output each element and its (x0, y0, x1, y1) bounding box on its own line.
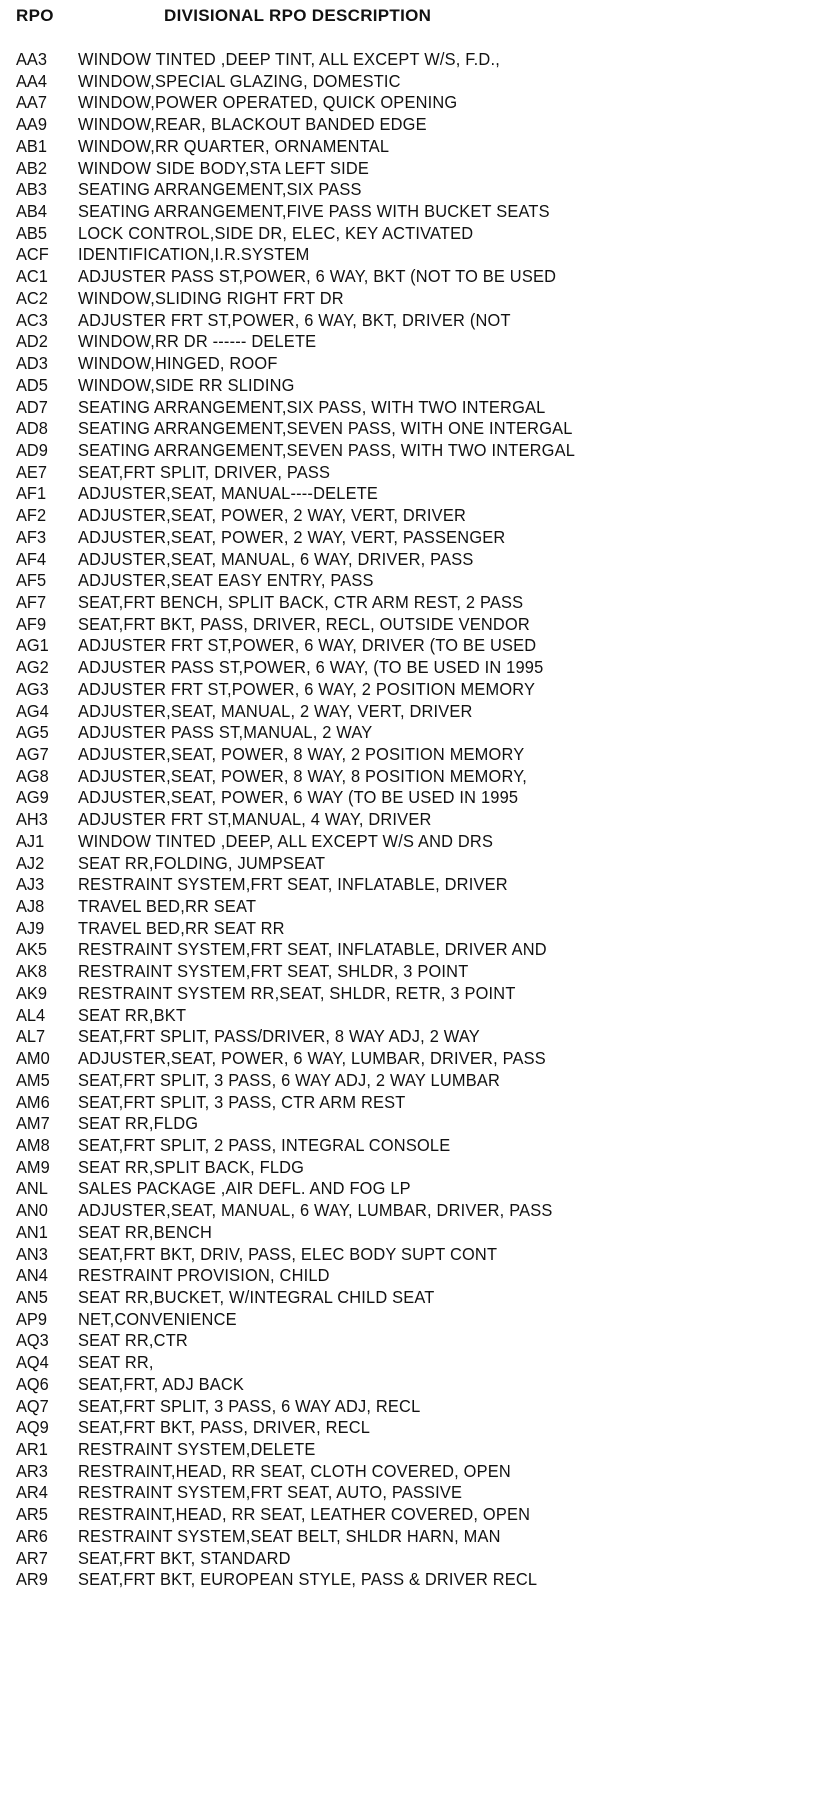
rpo-description: WINDOW SIDE BODY,STA LEFT SIDE (78, 159, 370, 179)
rpo-description: ADJUSTER FRT ST,POWER, 6 WAY, BKT, DRIVER (NOT (78, 311, 511, 331)
rpo-list (16, 50, 806, 1592)
rpo-row (16, 1396, 806, 1419)
rpo-code: AL7 (16, 1027, 46, 1047)
rpo-code: AD2 (16, 332, 48, 352)
rpo-description: WINDOW,HINGED, ROOF (78, 354, 278, 374)
rpo-code: AK8 (16, 962, 47, 982)
rpo-code: AM5 (16, 1071, 50, 1091)
rpo-code: AB2 (16, 159, 47, 179)
rpo-description: RESTRAINT SYSTEM,FRT SEAT, INFLATABLE, DRIVER AND (78, 940, 547, 960)
rpo-description: WINDOW,SIDE RR SLIDING (78, 376, 295, 396)
rpo-row (16, 93, 806, 116)
rpo-code: AQ7 (16, 1397, 49, 1416)
rpo-row (16, 1309, 806, 1332)
rpo-description: RESTRAINT SYSTEM,SEAT BELT, SHLDR HARN, MAN (78, 1527, 501, 1547)
rpo-code: AB3 (16, 180, 47, 200)
rpo-code: AF5 (16, 571, 47, 591)
rpo-description: SALES PACKAGE ,AIR DEFL. AND FOG LP (78, 1179, 411, 1199)
rpo-description: SEAT,FRT BKT, STANDARD (78, 1549, 291, 1569)
rpo-row (16, 788, 806, 811)
rpo-row (16, 375, 806, 398)
rpo-row (16, 1070, 806, 1093)
rpo-description: SEAT,FRT BKT, EUROPEAN STYLE, PASS & DRIVER RECL (78, 1570, 538, 1590)
rpo-description: SEAT,FRT SPLIT, 3 PASS, CTR ARM REST (78, 1093, 406, 1112)
rpo-description: ADJUSTER,SEAT, POWER, 6 WAY, LUMBAR, DRIVER, PASS (78, 1049, 546, 1069)
rpo-description: SEAT RR,FOLDING, JUMPSEAT (78, 854, 326, 874)
rpo-code: AR4 (16, 1483, 48, 1503)
rpo-row (16, 484, 806, 507)
rpo-description: WINDOW TINTED ,DEEP, ALL EXCEPT W/S AND DRS (78, 832, 494, 852)
rpo-row (16, 962, 806, 985)
rpo-row (16, 245, 806, 268)
rpo-code: AE7 (16, 463, 47, 483)
rpo-description: RESTRAINT PROVISION, CHILD (78, 1266, 330, 1286)
rpo-code: AQ3 (16, 1331, 49, 1351)
rpo-description: SEAT,FRT SPLIT, DRIVER, PASS (78, 463, 331, 483)
rpo-row (16, 180, 806, 203)
rpo-description: SEATING ARRANGEMENT,SEVEN PASS, WITH ONE INTERGAL (78, 419, 573, 439)
rpo-description: WINDOW,RR QUARTER, ORNAMENTAL (78, 137, 390, 157)
rpo-code: AD9 (16, 441, 48, 461)
rpo-code: ACF (16, 245, 49, 265)
rpo-description: WINDOW TINTED ,DEEP TINT, ALL EXCEPT W/S, F.D., (78, 50, 500, 70)
rpo-row (16, 940, 806, 963)
rpo-code: AR1 (16, 1440, 48, 1460)
rpo-code: AJ8 (16, 897, 45, 917)
rpo-row (16, 592, 806, 615)
rpo-row (16, 983, 806, 1006)
rpo-code: AA3 (16, 50, 47, 70)
rpo-description: NET,CONVENIENCE (78, 1310, 237, 1330)
rpo-row (16, 679, 806, 702)
rpo-code: AG3 (16, 680, 49, 700)
rpo-description: RESTRAINT SYSTEM,DELETE (78, 1440, 316, 1460)
rpo-row (16, 1287, 806, 1310)
rpo-row (16, 744, 806, 767)
rpo-description: SEAT RR,BENCH (78, 1223, 213, 1243)
rpo-description: ADJUSTER,SEAT, POWER, 2 WAY, VERT, PASSENGER (78, 528, 506, 548)
rpo-row (16, 571, 806, 594)
rpo-row (16, 115, 806, 138)
rpo-row (16, 1461, 806, 1484)
rpo-row (16, 636, 806, 659)
rpo-description: SEATING ARRANGEMENT,SIX PASS (78, 180, 362, 200)
rpo-description: SEAT,FRT SPLIT, 3 PASS, 6 WAY ADJ, 2 WAY LUMBAR (78, 1071, 501, 1091)
rpo-code: AJ1 (16, 832, 45, 852)
rpo-description: ADJUSTER,SEAT, POWER, 8 WAY, 8 POSITION MEMORY, (78, 767, 527, 787)
rpo-description: ADJUSTER PASS ST,POWER, 6 WAY, BKT (NOT TO BE USED (78, 267, 557, 287)
rpo-description: TRAVEL BED,RR SEAT (78, 897, 257, 917)
rpo-row (16, 440, 806, 463)
rpo-column-heading: RPO (16, 6, 54, 25)
rpo-code: AC3 (16, 311, 48, 331)
rpo-code: AB4 (16, 202, 47, 222)
rpo-code: AD7 (16, 398, 48, 417)
rpo-row (16, 1526, 806, 1549)
rpo-description: IDENTIFICATION,I.R.SYSTEM (78, 245, 310, 265)
rpo-code: AA9 (16, 115, 47, 135)
rpo-row (16, 223, 806, 246)
rpo-code: AQ4 (16, 1353, 49, 1373)
rpo-description: WINDOW,RR DR ------ DELETE (78, 332, 317, 352)
rpo-description: SEAT RR,CTR (78, 1331, 188, 1351)
rpo-description: WINDOW,REAR, BLACKOUT BANDED EDGE (78, 115, 427, 135)
rpo-code: AF7 (16, 593, 47, 613)
rpo-description: WINDOW,POWER OPERATED, QUICK OPENING (78, 93, 458, 113)
rpo-code: AF2 (16, 506, 47, 526)
rpo-row (16, 1157, 806, 1180)
rpo-row (16, 310, 806, 333)
rpo-code: AN5 (16, 1288, 48, 1308)
rpo-code: AP9 (16, 1310, 47, 1330)
rpo-row (16, 1005, 806, 1028)
rpo-row (16, 158, 806, 181)
rpo-description: ADJUSTER,SEAT, POWER, 6 WAY (TO BE USED IN 1995 (78, 788, 519, 808)
rpo-row (16, 136, 806, 159)
rpo-description: SEAT,FRT SPLIT, PASS/DRIVER, 8 WAY ADJ, 2 WAY (78, 1027, 480, 1047)
rpo-row (16, 918, 806, 941)
rpo-code: AN0 (16, 1201, 48, 1221)
rpo-row (16, 419, 806, 442)
rpo-code: AB5 (16, 224, 47, 244)
rpo-row (16, 1570, 806, 1593)
rpo-description: SEAT,FRT BENCH, SPLIT BACK, CTR ARM REST, 2 PASS (78, 593, 524, 613)
rpo-row (16, 1505, 806, 1528)
rpo-description: SEAT,FRT BKT, PASS, DRIVER, RECL (78, 1418, 371, 1438)
rpo-code: AN4 (16, 1266, 48, 1286)
rpo-row (16, 701, 806, 724)
rpo-description: ADJUSTER,SEAT, POWER, 2 WAY, VERT, DRIVER (78, 506, 466, 526)
rpo-description: RESTRAINT,HEAD, RR SEAT, CLOTH COVERED, OPEN (78, 1462, 511, 1482)
rpo-description: ADJUSTER FRT ST,MANUAL, 4 WAY, DRIVER (78, 810, 432, 830)
rpo-description: RESTRAINT SYSTEM,FRT SEAT, INFLATABLE, DRIVER (78, 875, 508, 895)
rpo-description: SEAT,FRT, ADJ BACK (78, 1375, 245, 1395)
rpo-row (16, 1266, 806, 1289)
rpo-code: AG5 (16, 723, 49, 743)
rpo-description: ADJUSTER,SEAT, POWER, 8 WAY, 2 POSITION MEMORY (78, 745, 525, 765)
rpo-description: WINDOW,SPECIAL GLAZING, DOMESTIC (78, 72, 401, 92)
rpo-code: AN1 (16, 1223, 48, 1243)
rpo-row (16, 1201, 806, 1224)
rpo-row (16, 831, 806, 854)
rpo-description: SEAT,FRT BKT, PASS, DRIVER, RECL, OUTSIDE VENDOR (78, 615, 530, 635)
rpo-description: SEATING ARRANGEMENT,FIVE PASS WITH BUCKET SEATS (78, 202, 550, 222)
rpo-code: AG8 (16, 767, 49, 787)
rpo-row (16, 853, 806, 876)
rpo-description: RESTRAINT SYSTEM,FRT SEAT, SHLDR, 3 POINT (78, 962, 469, 982)
rpo-code: AC2 (16, 289, 48, 309)
rpo-code: AR6 (16, 1527, 48, 1547)
rpo-row (16, 614, 806, 637)
rpo-code: AQ9 (16, 1418, 49, 1438)
rpo-row (16, 658, 806, 681)
rpo-code: AK9 (16, 984, 47, 1004)
rpo-row (16, 288, 806, 311)
rpo-code: AM6 (16, 1093, 50, 1112)
rpo-code: AM9 (16, 1158, 50, 1178)
rpo-description: SEAT RR,BUCKET, W/INTEGRAL CHILD SEAT (78, 1288, 435, 1308)
rpo-code: AD5 (16, 376, 48, 396)
rpo-row (16, 1049, 806, 1072)
rpo-code: AG7 (16, 745, 49, 765)
rpo-code: AF4 (16, 550, 47, 569)
rpo-description: RESTRAINT SYSTEM,FRT SEAT, AUTO, PASSIVE (78, 1483, 463, 1503)
rpo-code: AR5 (16, 1505, 48, 1525)
rpo-row (16, 71, 806, 94)
rpo-row (16, 1548, 806, 1571)
rpo-description: WINDOW,SLIDING RIGHT FRT DR (78, 289, 344, 309)
description-column-heading: DIVISIONAL RPO DESCRIPTION (164, 6, 432, 25)
rpo-row (16, 875, 806, 898)
rpo-description: SEAT RR,BKT (78, 1006, 187, 1026)
rpo-code: AF9 (16, 615, 47, 635)
rpo-code: AG4 (16, 702, 49, 721)
rpo-code: AJ3 (16, 875, 45, 895)
rpo-description: SEATING ARRANGEMENT,SIX PASS, WITH TWO INTERGAL (78, 398, 546, 417)
rpo-description: SEAT RR,FLDG (78, 1114, 199, 1134)
rpo-row (16, 332, 806, 355)
rpo-description: RESTRAINT,HEAD, RR SEAT, LEATHER COVERED, OPEN (78, 1505, 531, 1525)
rpo-description: SEAT RR,SPLIT BACK, FLDG (78, 1158, 305, 1178)
rpo-row (16, 1092, 806, 1115)
rpo-description: SEAT,FRT SPLIT, 2 PASS, INTEGRAL CONSOLE (78, 1136, 451, 1156)
rpo-code: AA7 (16, 93, 47, 113)
rpo-row (16, 462, 806, 485)
rpo-row (16, 1374, 806, 1397)
rpo-code: AG9 (16, 788, 49, 808)
rpo-row (16, 354, 806, 377)
rpo-code: AB1 (16, 137, 47, 157)
rpo-description: RESTRAINT SYSTEM RR,SEAT, SHLDR, RETR, 3 POINT (78, 984, 516, 1004)
rpo-code: AR7 (16, 1549, 48, 1569)
rpo-row (16, 1439, 806, 1462)
rpo-description: SEATING ARRANGEMENT,SEVEN PASS, WITH TWO INTERGAL (78, 441, 576, 461)
rpo-code: AA4 (16, 72, 47, 92)
rpo-row (16, 1483, 806, 1506)
rpo-description: ADJUSTER,SEAT, MANUAL, 6 WAY, DRIVER, PASS (78, 550, 474, 569)
rpo-code: AR3 (16, 1462, 48, 1482)
rpo-row (16, 1179, 806, 1202)
rpo-row (16, 201, 806, 224)
rpo-code: AQ6 (16, 1375, 49, 1395)
rpo-code: AM8 (16, 1136, 50, 1156)
rpo-code: AR9 (16, 1570, 48, 1590)
rpo-row (16, 506, 806, 529)
rpo-row (16, 549, 806, 572)
rpo-row (16, 810, 806, 833)
rpo-code: AJ2 (16, 854, 45, 874)
rpo-row (16, 267, 806, 290)
rpo-row (16, 766, 806, 789)
rpo-row (16, 1331, 806, 1354)
rpo-row (16, 397, 806, 420)
rpo-description: ADJUSTER PASS ST,MANUAL, 2 WAY (78, 723, 373, 743)
rpo-code: AH3 (16, 810, 48, 830)
rpo-description: TRAVEL BED,RR SEAT RR (78, 919, 285, 939)
rpo-code: AF3 (16, 528, 47, 548)
rpo-code: ANL (16, 1179, 48, 1199)
rpo-row (16, 1418, 806, 1441)
rpo-code: AJ9 (16, 919, 45, 939)
rpo-code: AD8 (16, 419, 48, 439)
rpo-description: SEAT RR, (78, 1353, 154, 1373)
rpo-row (16, 1353, 806, 1376)
rpo-row (16, 1244, 806, 1267)
rpo-code: AD3 (16, 354, 48, 374)
rpo-code: AM0 (16, 1049, 50, 1069)
rpo-code: AG2 (16, 658, 49, 678)
rpo-description: ADJUSTER,SEAT, MANUAL----DELETE (78, 484, 379, 504)
rpo-description: ADJUSTER PASS ST,POWER, 6 WAY, (TO BE USED IN 1995 (78, 658, 544, 678)
rpo-description: ADJUSTER FRT ST,POWER, 6 WAY, 2 POSITION MEMORY (78, 680, 536, 700)
rpo-row (16, 1027, 806, 1050)
rpo-description: ADJUSTER,SEAT, MANUAL, 2 WAY, VERT, DRIVER (78, 702, 473, 721)
rpo-description: ADJUSTER FRT ST,POWER, 6 WAY, DRIVER (TO BE USED (78, 636, 537, 656)
rpo-code: AG1 (16, 636, 49, 656)
rpo-row (16, 1135, 806, 1158)
rpo-code: AN3 (16, 1245, 48, 1264)
rpo-code: AF1 (16, 484, 47, 504)
rpo-row (16, 49, 806, 72)
rpo-code: AL4 (16, 1006, 46, 1026)
rpo-description: ADJUSTER,SEAT EASY ENTRY, PASS (78, 571, 374, 591)
rpo-row (16, 1114, 806, 1137)
rpo-row (16, 723, 806, 746)
rpo-code: AC1 (16, 267, 48, 287)
rpo-code: AM7 (16, 1114, 50, 1134)
rpo-code: AK5 (16, 940, 47, 960)
rpo-description: SEAT,FRT SPLIT, 3 PASS, 6 WAY ADJ, RECL (78, 1397, 421, 1416)
rpo-row (16, 1222, 806, 1245)
rpo-description: LOCK CONTROL,SIDE DR, ELEC, KEY ACTIVATED (78, 224, 474, 244)
rpo-description: ADJUSTER,SEAT, MANUAL, 6 WAY, LUMBAR, DRIVER, PASS (78, 1201, 553, 1221)
table-header (16, 6, 796, 30)
rpo-row (16, 896, 806, 919)
rpo-row (16, 527, 806, 550)
rpo-description: SEAT,FRT BKT, DRIV, PASS, ELEC BODY SUPT CONT (78, 1245, 498, 1264)
